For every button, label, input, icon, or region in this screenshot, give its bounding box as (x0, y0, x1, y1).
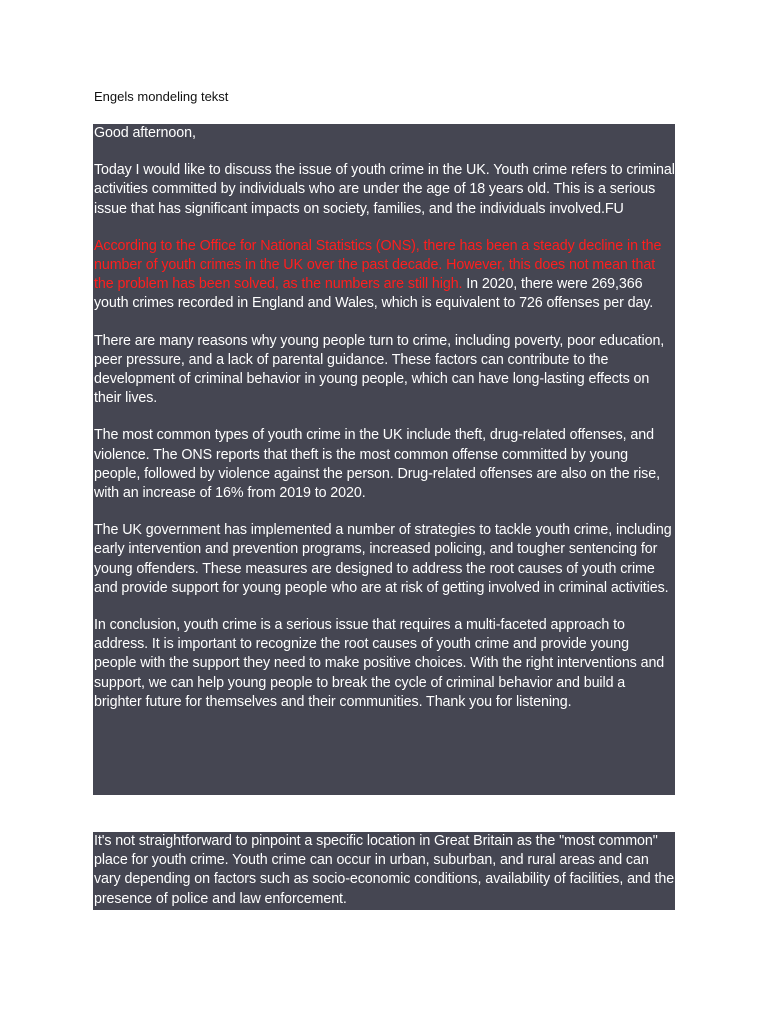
statistics-text: In 2020, there were 269,366 youth crimes recorded in England and Wales, which is equivalent to 726 offenses per day. (94, 276, 654, 312)
speech-text-block (93, 124, 675, 795)
crime-types-paragraph: The most common types of youth crime in the UK include theft, drug-related offenses, and violence. The ONS reports that theft is the most common offense committed by young people, followed by violence against the person. Drug-related offenses are also on the rise, with an increase of 16% from 2019 to 2020. (94, 427, 660, 502)
government-paragraph: The UK government has implemented a number of strategies to tackle youth crime, including early intervention and prevention programs, increased policing, and tougher sentencing for young offenders. These measures are designed to address the root causes of youth crime and provide support for young people who are at risk of getting involved in criminal activities. (94, 522, 672, 596)
highlighted-statistics-text: According to the Office for National Statistics (ONS), there has been a steady decline in the number of youth crimes in the UK over the past decade. However, this does not mean that the problem has been solved, as the numbers are still high. (94, 237, 662, 293)
location-note-paragraph: It's not straightforward to pinpoint a specific location in Great Britain as the "most common" place for youth crime. Youth crime can occur in urban, suburban, and rural areas and can vary depending on factors such as socio-economic conditions, availability of facilities, and the presence of police and law enforcement. (94, 833, 675, 907)
reasons-paragraph: There are many reasons why young people turn to crime, including poverty, poor education, peer pressure, and a lack of parental guidance. These factors can contribute to the development of criminal behavior in young people, which can have long-lasting effects on their lives. (94, 332, 665, 407)
intro-paragraph: Today I would like to discuss the issue of youth crime in the UK. Youth crime refers to criminal activities committed by individuals who are under the age of 18 years old. This is a serious issue that has significant impacts on society, families, and the individuals involved.FU (94, 162, 675, 217)
statistics-paragraph (94, 237, 675, 314)
location-note-block (93, 832, 675, 910)
document-heading: Engels mondeling tekst (94, 89, 229, 104)
greeting-paragraph: Good afternoon, (94, 125, 196, 141)
conclusion-paragraph: In conclusion, youth crime is a serious issue that requires a multi-faceted approach to address. It is important to recognize the root causes of youth crime and provide young people with the support they need to make positive choices. With the right interventions and support, we can help young people to break the cycle of criminal behavior and build a brighter future for themselves and their communities. Thank you for listening. (94, 617, 665, 710)
